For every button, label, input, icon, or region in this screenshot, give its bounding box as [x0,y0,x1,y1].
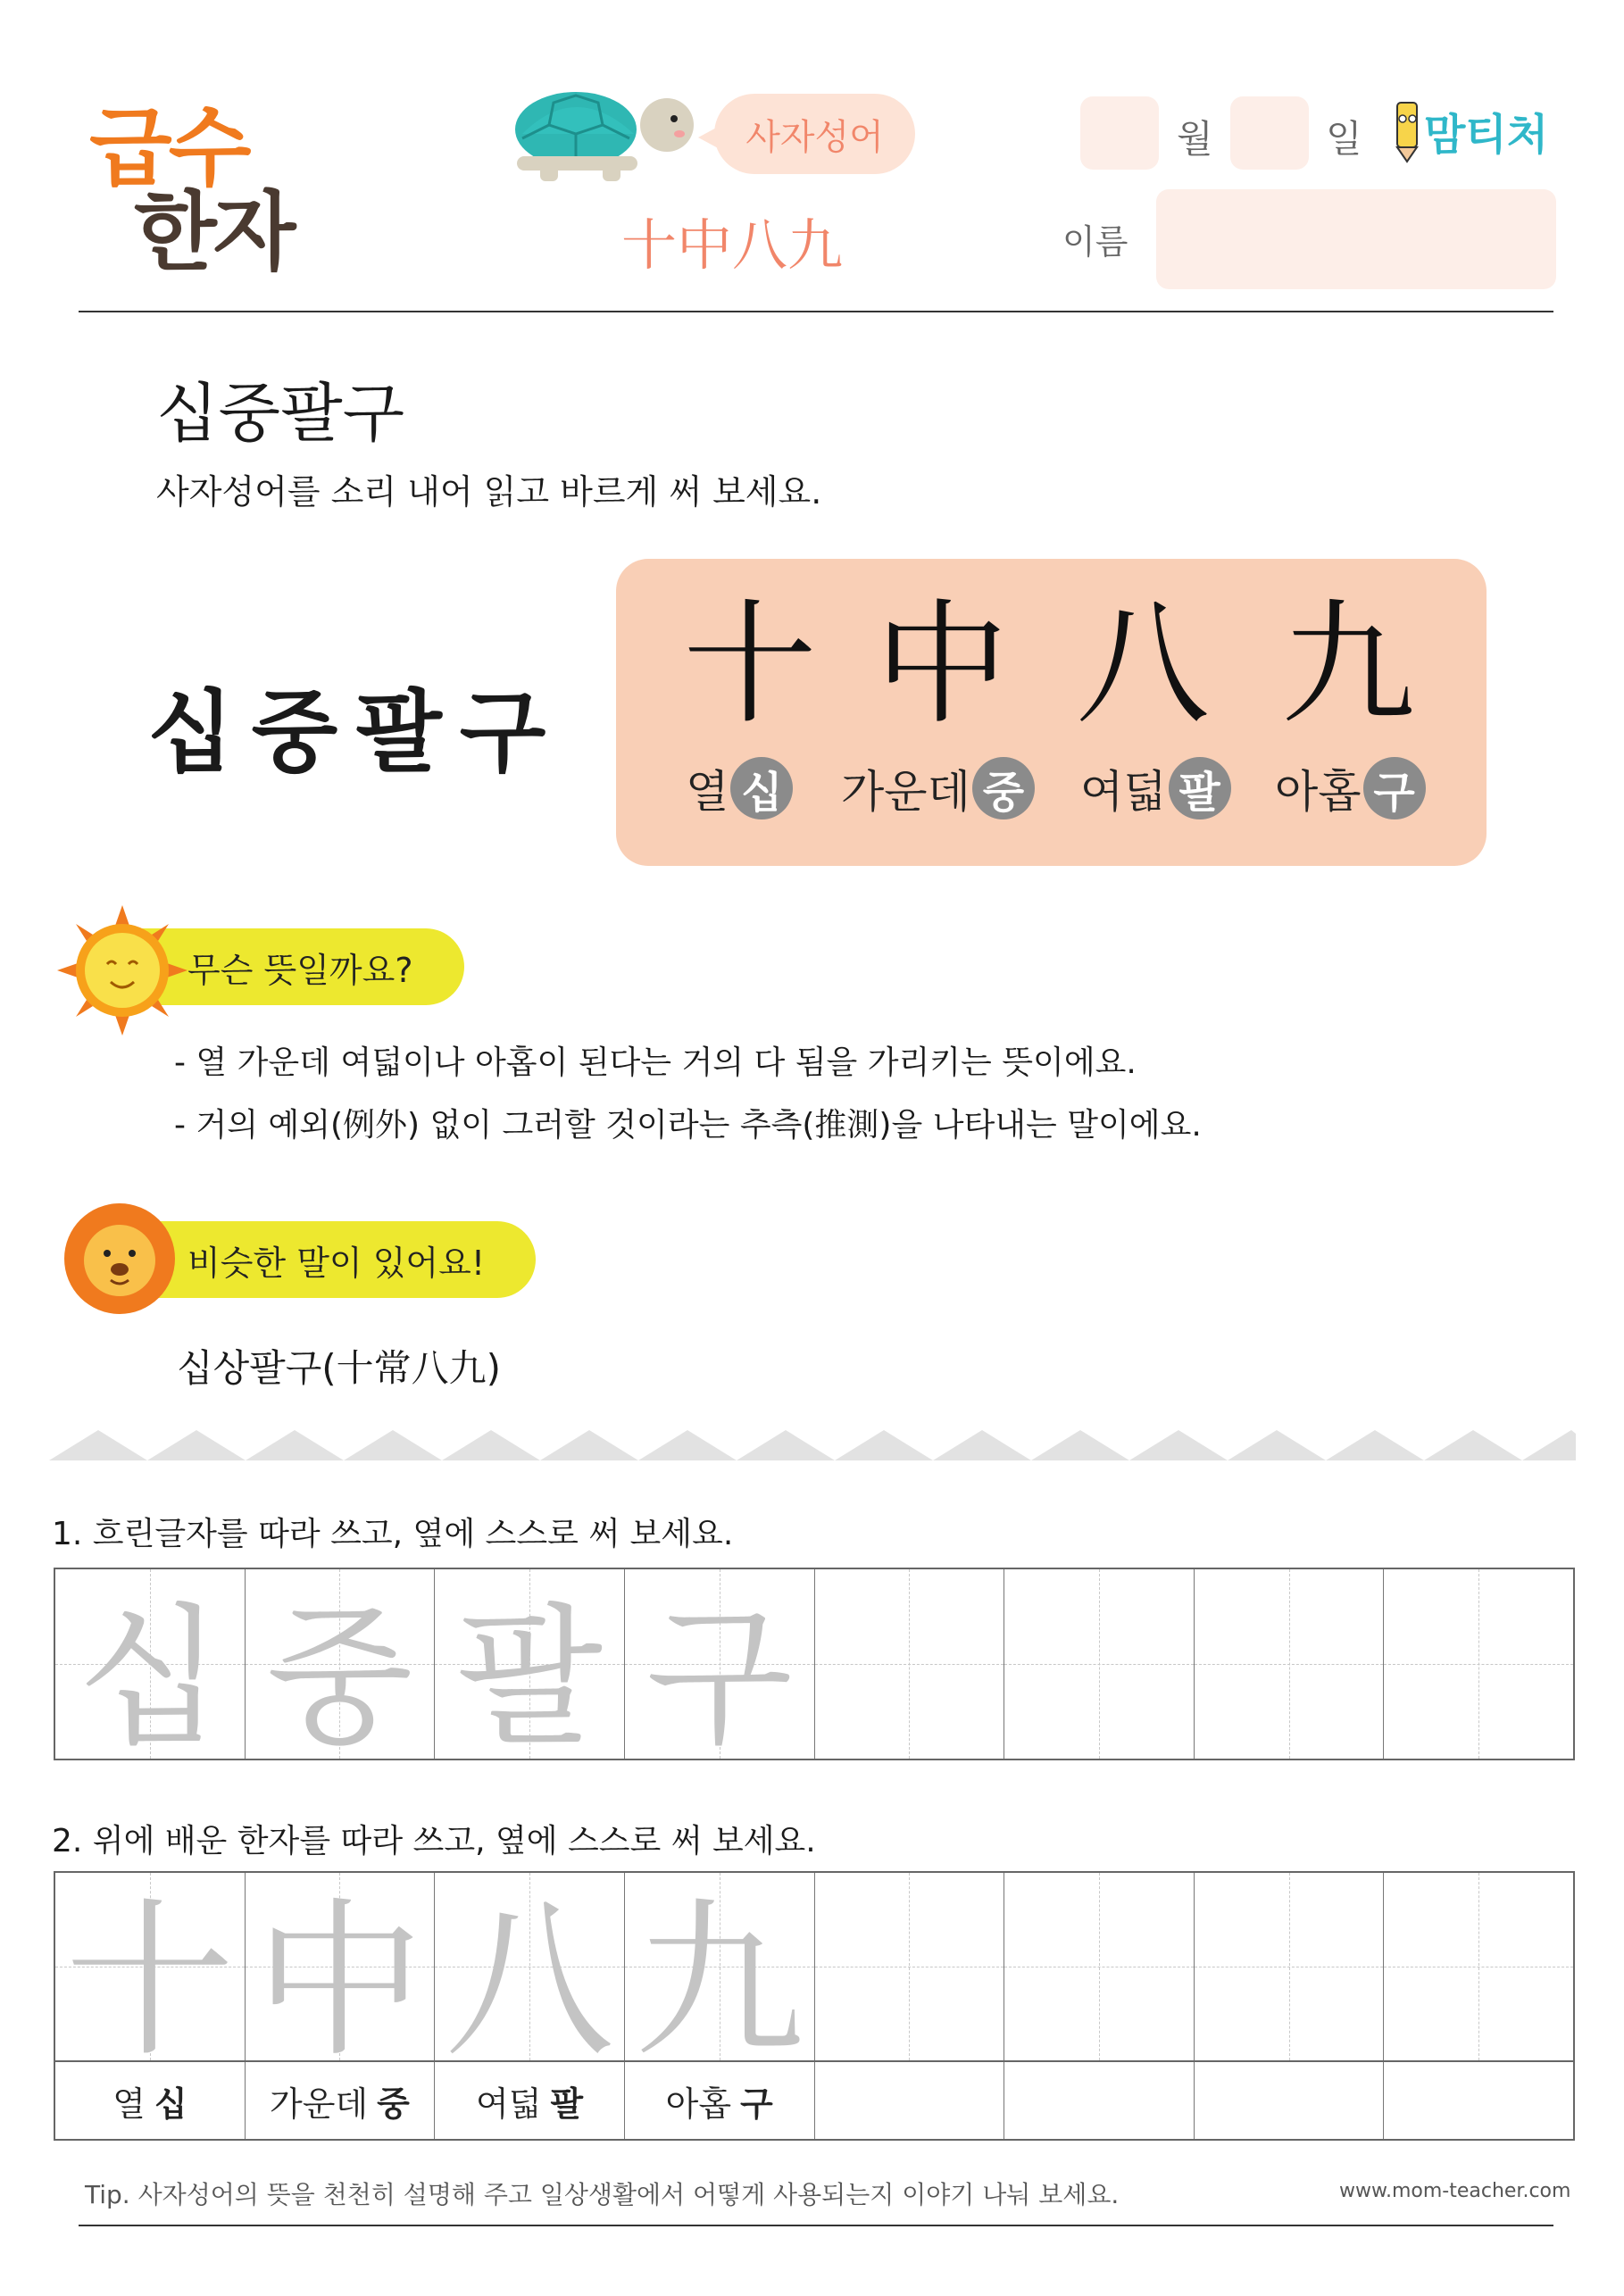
meaning-4: 아홉 [1275,766,1362,818]
task-2-label: 2. 위에 배운 한자를 따라 쓰고, 옆에 스스로 써 보세요. [52,1823,816,1859]
label-sound: 중 [377,2084,410,2124]
turtle-icon [504,85,710,183]
label-meaning: 여덟 [475,2084,542,2124]
month-field[interactable] [1080,96,1159,170]
similar-title: 비슷한 말이 있어요! [187,1243,486,1283]
footer-divider [79,2225,1553,2226]
practice-cell[interactable] [1004,1873,1195,2060]
practice-cell[interactable] [1004,1569,1195,1759]
tip-text: Tip. 사자성어의 뜻을 천천히 설명해 주고 일상생활에서 어떻게 사용되는지 이야기 나눠 보세요. [85,2180,1120,2209]
reading-3 [1080,757,1231,819]
logo-line2: 한자 [134,182,293,282]
hanja-char-2: 中 [874,587,1009,743]
meaning-bullet-2: - 거의 예외(例外) 없이 그러할 것이라는 추측(推測)을 나타내는 말이에요. [174,1107,1202,1144]
zigzag-divider [49,1430,1576,1460]
practice-cell[interactable] [1384,1569,1573,1759]
pencil-mascot-icon [1388,94,1424,165]
trace-char: 팔 [455,1589,604,1767]
practice-cell[interactable] [435,1569,625,1767]
site-url[interactable]: www.mom-teacher.com [1339,2180,1571,2202]
practice-cell[interactable] [55,1873,246,2080]
reading-2 [841,757,1035,819]
label-meaning: 아홉 [665,2084,732,2124]
practice-cell[interactable] [1384,1873,1573,2060]
practice-cell[interactable] [246,1569,436,1767]
practice-cell[interactable] [1195,1873,1385,2060]
month-label: 월 [1177,117,1213,161]
meaning-title: 무슨 뜻일까요? [187,950,413,990]
label-sound: 팔 [550,2084,584,2124]
trace-char: 八 [445,1882,615,2080]
header-divider [79,311,1553,312]
practice-cell[interactable] [815,1873,1005,2060]
label-cell [815,2062,1005,2139]
practice-cell[interactable] [435,1873,625,2080]
hanja-char-1: 十 [682,587,817,743]
trace-char: 십 [76,1589,223,1767]
meaning-3: 여덟 [1080,766,1167,818]
meaning-bullet-1: - 열 가운데 여덟이나 아홉이 된다는 거의 다 됨을 가리키는 뜻이에요. [174,1044,1137,1081]
lion-icon [57,1196,182,1321]
practice-cell[interactable] [625,1873,815,2080]
similar-word: 십상팔구(十常八九) [177,1346,502,1390]
name-field[interactable] [1156,189,1556,289]
label-meaning: 열 [112,2084,146,2124]
practice-cell[interactable] [625,1569,815,1767]
day-label: 일 [1326,117,1362,161]
trace-char: 九 [634,1882,804,2080]
trace-char: 十 [64,1882,235,2080]
hanja-char-4: 九 [1280,587,1415,743]
page-title: 십중팔구 [156,376,405,451]
trace-char: 중 [266,1589,413,1767]
category-bubble: 사자성어 [714,94,915,174]
practice-grid-1 [54,1568,1575,1767]
practice-cell[interactable] [246,1873,436,2080]
sound-4: 구 [1363,757,1426,819]
practice-cell[interactable] [1195,1569,1385,1759]
meaning-2: 가운데 [841,766,970,818]
label-meaning: 가운데 [270,2084,369,2124]
name-label: 이름 [1062,222,1128,262]
sound-2: 중 [972,757,1035,819]
big-reading: 십중팔구 [147,680,564,785]
label-cell [1004,2062,1195,2139]
practice-cell[interactable] [55,1569,246,1767]
instruction-text: 사자성어를 소리 내어 읽고 바르게 써 보세요. [156,472,822,512]
logo-line1: 급수 [89,98,248,198]
reading-4 [1275,757,1426,819]
sound-3: 팔 [1169,757,1231,819]
reading-1 [686,757,793,819]
trace-char: 구 [645,1589,793,1767]
practice-grid-2 [54,1871,1575,2080]
label-cell [1384,2062,1573,2139]
label-cell [1195,2062,1385,2139]
sun-icon [55,903,189,1037]
hanja-char-3: 八 [1075,587,1210,743]
trace-char: 中 [254,1882,425,2080]
practice-cell[interactable] [815,1569,1005,1759]
brand-logo: 맘티처 [1424,110,1549,160]
day-field[interactable] [1230,96,1309,170]
label-sound: 구 [740,2084,773,2124]
header-hanja: 十中八九 [620,212,843,278]
task-1-label: 1. 흐린글자를 따라 쓰고, 옆에 스스로 써 보세요. [52,1516,734,1552]
meaning-1: 열 [686,766,729,818]
sound-1: 십 [730,757,793,819]
label-sound: 십 [154,2084,187,2124]
